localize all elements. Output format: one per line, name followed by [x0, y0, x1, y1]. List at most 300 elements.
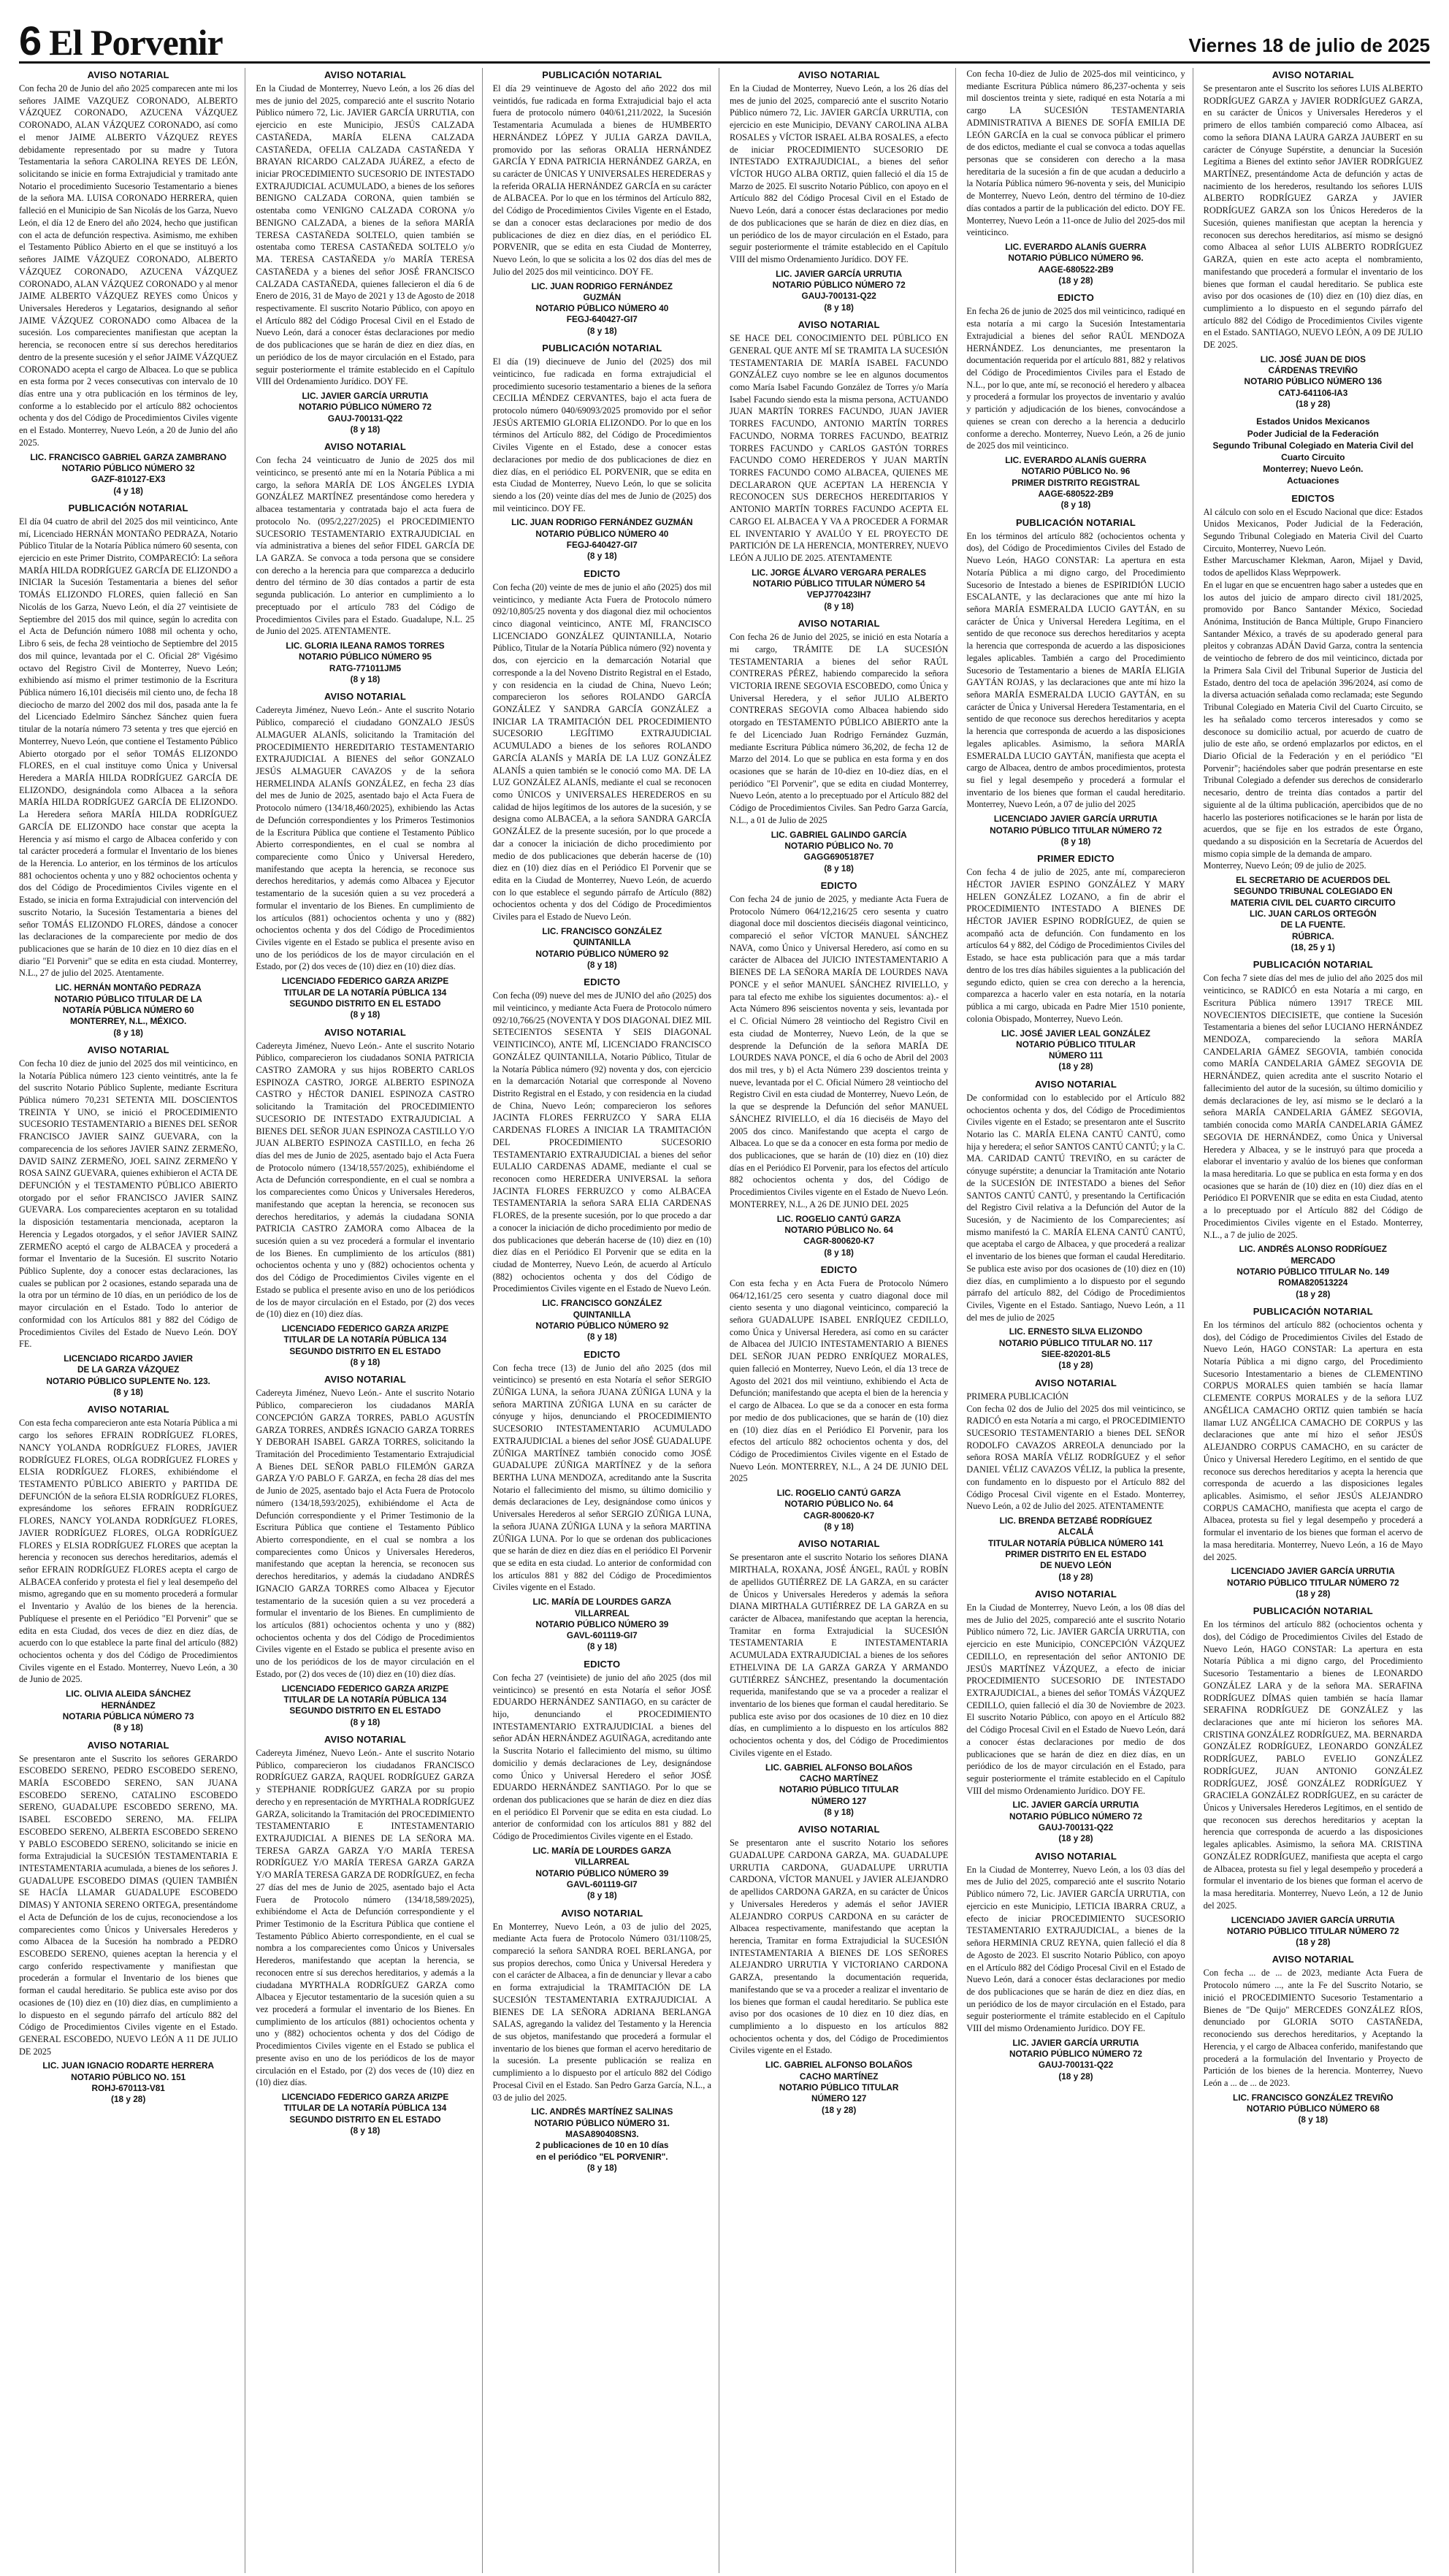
signature-line: NOTARIO PÚBLICO TITULAR [1016, 1039, 1136, 1050]
signature-line: NOTARIO PÚBLICO NÚMERO 72 [1009, 2049, 1142, 2060]
signature-line: LICENCIADO RICARDO JAVIER [64, 1353, 194, 1364]
signature-line: (8 y 18) [350, 424, 381, 435]
signature-line: NOTARIO PÚBLICO SUPLENTE No. 123. [46, 1375, 210, 1386]
signature-line: HERNÁNDEZ [101, 1700, 156, 1711]
notice-title: AVISO NOTARIAL [1034, 1850, 1117, 1862]
notice-column [493, 68, 719, 2573]
notary-signature [730, 1762, 948, 1819]
signature-line: TITULAR DE LA NOTARÍA PÚBLICA 134 [283, 1694, 447, 1705]
notice-body: En los términos del artículo 882 (ochocientos ochenta y dos), del Código de Procedimientos Civiles del Estado de Nuevo León, HAGO CONSTAR: La apertura en esta Notaría Pública a mi digno cargo, del Procedimiento Sucesorio Intestamentario a bienes de CLEMENTINO CORPUS MORALES quien también se hacía llamar CLEMENTE CORPUS MORALES y de la señora LUZ ANGÉLICA CAMACHO ORTIZ quien también se hacía llamar LUZ ANGÉLICA CAMACHO DE CORPUS y las declaraciones que ante mí hizo el señor JESÚS ALEJANDRO CORPUS CAMACHO, en su carácter de Único y Universal Heredero Legítimo, en el sentido de que reconoce sus derechos hereditarios y acepta la herencia que corresponda de acuerdo a las disposiciones legales aplicables. Asimismo, el señor JESÚS ALEJANDRO CORPUS CAMACHO, manifiesta que acepta el cargo de Albacea, protesta su fiel y legal desempeño y procederá a formular el inventario de los bienes que forman el acervo de la masa hereditaria. Monterrey, Nuevo León, a 16 de Mayo del 2025. [1203, 1319, 1423, 1562]
signature-line: LICENCIADO JAVIER GARCÍA URRUTIA [1231, 1914, 1395, 1925]
signature-line: (8 y 18) [1298, 2114, 1328, 2125]
notice-body: SE HACE DEL CONOCIMIENTO DEL PÚBLICO EN GENERAL QUE ANTE MÍ SE TRAMITA LA SUCESIÓN TESTAMENTARIA DE MARÍA ISABEL FACUNDO GONZÁLEZ cuyo nombre se lee en algunos documentos como María Isabel Facundo González de Torres y/o María Isabel Facundo siendo esta la misma persona, ACTUANDO JUAN MARTÍN TORRES FACUNDO, JUAN JAVIER TORRES FACUNDO, ANTONIO MARTÍN TORRES FACUNDO, NORMA TORRES FACUNDO, BEATRIZ TORRES FACUNDO y CARLOS GASTÓN TORRES FACUNDO COMO HEREDEROS Y JUAN MARTÍN TORRES FACUNDO COMO ALBACEA, QUIENES ME DECLARARON QUE ACEPTAN LA HERENCIA Y RECONOCEN SUS DERECHOS HEREDITARIOS Y ANTONIO MARTÍN TORRES FACUNDO ACEPTA EL CARGO EL ALBACEA Y VA A PROCEDER A FORMAR EL INVENTARIO Y AVALÚO Y EL PROYECTO DE PARTICIÓN DE LA HERENCIA, MONTERREY, NUEVO LEÓN A JULIO DE 2025. ATENTAMENTE [730, 333, 949, 564]
signature-line: SEGUNDO DISTRITO EN EL ESTADO [289, 2114, 441, 2125]
signature-line: NOTARIO PÚBLICO TITULAR NÚMERO 72 [1226, 1577, 1399, 1588]
signature-line: LIC. FRANCISCO GONZÁLEZ TREVIÑO [1233, 2092, 1393, 2103]
signature-line: GAZF-810127-EX3 [91, 474, 166, 485]
notice [493, 568, 711, 971]
notary-signature [1204, 1244, 1423, 1300]
notary-signature [256, 1323, 474, 1368]
signature-line: MERCADO [1291, 1255, 1336, 1266]
signature-line: LIC. GABRIEL GALINDO GARCÍA [771, 829, 907, 840]
signature-line: RÚBRICA. [1291, 930, 1334, 941]
signature-line: LIC. MARÍA DE LOURDES GARZA [532, 1597, 672, 1608]
notice-body: Con fecha 26 de Junio del 2025, se inició en esta Notaría a mi cargo, TRÁMITE DE LA SUCESIÓN TESTAMENTARIA a bienes del señor RAÚL CONTRERAS PÉREZ, habiendo comparecido la señora VICTORIA IRENE SEGOVIA ESCOBEDO, como Única y Universal Heredera, y el señor JULIO ALBERTO CONTRERAS SEGOVIA como Albacea habiendo sido otorgado en TESTAMENTO PÚBLICO ABIERTO ante la fe del Licenciado Juan Rodrigo Fernández Guzmán, mediante Escritura Pública número 36,202, de fecha 12 de Marzo del 2014. Lo que se publica en esta forma y en dos ocasiones que se harán de 10-diez en 10-diez días, en el periódico "El Porvenir", que se edita en ciudad Monterrey, Nuevo León, atento a lo preceptuado por el Artículo 882 del Código de Procedimientos Civiles. San Pedro Garza García, N.L., a 01 de Julio de 2025 [730, 632, 949, 825]
notice-title: EDICTOS [1291, 492, 1335, 504]
notice [730, 1538, 948, 1818]
notice-title: PUBLICACIÓN NOTARIAL [1015, 516, 1136, 528]
notice-body: El día 04 cuatro de abril del 2025 dos mil veinticinco, Ante mí, Licenciado HERNÁN MONTAÑO PEDRAZA, Notario Público Titular de la Notaría Pública número 60 sesenta, con ejercicio en este Primer Distrito, COMPARECIÓ: La señora MARÍA HILDA RODRÍGUEZ GARCÍA DE ELIZONDO a INICIAR la Sucesión Testamentaria a bienes del señor TOMÁS ELIZONDO FLORES, quien falleció en San Nicolás de los Garza, Nuevo León, el día 27 veintisiete de Septiembre del 2015 dos mil quince, según lo acredita con el Acta de Defunción número 1088 mil ochenta y ocho, Libro 6 seis, de fecha 28 veintiocho de Septiembre del 2015 dos mil quince, levantada por el C. Oficial 28º Vigésimo octavo del Registro Civil de Monterrey, Nuevo León; exhibiendo así mismo el primer testimonio de la Escritura Pública número 16,101 dieciséis mil ciento uno, de fecha 18 dieciocho de marzo del 2002 dos mil dos, pasada ante la fe del Licenciado Edelmiro Sánchez Sánchez quien fuera titular de la notaría número 73 setenta y tres que ejerció en Monterrey, Nuevo León, que contiene el Testamento Público Abierto otorgado por el señor TOMÁS ELIZONDO FLORES, en el cual instituye como Única y Universal Heredera a MARÍA HILDA RODRÍGUEZ GARCÍA DE ELIZONDO, designándola como Albacea a la señora MARÍA HILDA RODRÍGUEZ GARCÍA DE ELIZONDO. La Heredera señora MARÍA HILDA RODRÍGUEZ GARCÍA DE ELIZONDO hace constar que acepta la Herencia y así mismo el cargo de Albacea conferido y con tal carácter procederá a formular el Inventario de los bienes de la Herencia. Lo anterior, en los términos de los artículos 881 ochocientos ochenta y uno y 882 ochocientos ochenta y dos del Código de Procedimientos Civiles vigente en el Estado, se inicia en forma Extrajudicial con intervención del suscrito Notario, la Sucesión Testamentaria a bienes del señor TOMÁS ELIZONDO FLORES, dándose a conocer las declaraciones de la compareciente por medio de dos publicaciones que se harán de 10 diez en 10 diez días en el diario "El Porvenir" que se edita en esta ciudad. Monterrey, N.L., 27 de julio del 2025. Atentamente. [19, 516, 238, 979]
notary-signature [256, 1683, 474, 1728]
notice-body: En Monterrey, Nuevo León, a 03 de julio del 2025, mediante Acta fuera de Protocolo Número 031/1108/25, compareció la señora SANDRA ROEL BERLANGA, por sus propios derechos, como Única y Universal Heredera y con el carácter de Albacea, a fin de denunciar y llevar a cabo en forma extrajudicial la TRAMITACIÓN DE LA SUCESIÓN TESTAMENTARIA EXTRAJUDICIAL A BIENES DE LA SEÑORA ADRIANA BERLANGA SALAS, agregando la validez del Testamento y la Herencia de sus objetos, manifestando que procederá a formular el inventario de los bienes que forman el acervo hereditario de la sucesión. La presente publicación se realiza en cumplimiento a lo dispuesto por el artículo 882 del Código Procesal Civil en el Estado. San Pedro Garza García, N.L., a 03 de julio del 2025. [492, 1921, 711, 2103]
notary-signature [966, 455, 1185, 511]
notice-body: Cadereyta Jiménez, Nuevo León.- Ante el suscrito Notario Público, compareció el ciudadano GONZALO JESÚS ALMAGUER ALANÍS, solicitando la Tramitación del PROCEDIMIENTO HEREDITARIO TESTAMENTARIO EXTRAJUDICIAL A BIENES del señor GONZALO JESÚS ALMAGUER CAVAZOS y de la señora HERMELINDA ALANÍS GONZÁLEZ, en fecha 23 días del mes de Junio de 2025, asentado bajo el Acta Fuera de Protocolo número (134/18,460/2025), exhibiendo las Actas de Defunción correspondientes y los Primeros Testimonios de la Escritura Pública que contiene el Testamento Público Abierto correspondientes, en el cual se nombra al compareciente como Único y Universal Heredero, manifestando que acepta la herencia, se reconoce sus derechos hereditarios, y además como Albacea y Ejecutor testamentario de la sucesión quien a su vez procederá a formular el inventario de los Bienes. En cumplimiento de los artículos (881) ochocientos ochenta y uno y (882) ochocientos ochenta y dos del Código de Procedimientos Civiles vigente en el Estado se publica el presente aviso en uno de los periódicos de los de mayor circulación en el Estado, por (2) dos veces de (10) diez en (10) diez días. [256, 705, 475, 972]
notice-body: Cadereyta Jiménez, Nuevo León.- Ante el suscrito Notario Público, comparecieron los ciudadanos MARÍA CONCEPCIÓN GARZA TORRES, PABLO AGUSTÍN GARZA TORRES, ANDRÉS IGNACIO GARZA TORRES Y DEBORAH ISABEL GARZA TORRES, solicitando la Tramitación del Procedimiento Testamentario Extrajudicial A Bienes DEL SEÑOR PABLO FILEMÓN GARZA GARZA Y/O PABLO F. GARZA, en fecha 28 días del mes de Junio de 2025, asentado bajo el Acta Fuera de Protocolo número (134/18,593/2025), exhibiéndome el Acta de Defunción correspondiente y el Primer Testimonio de la Escritura Pública que contiene el Testamento Público Abierto correspondiente, en el cual se nombra a los comparecientes como Únicos y Universales Herederos, manifestando que aceptan la herencia, se reconocen sus derechos hereditarios, y además la ciudadano ANDRÉS IGNACIO GARZA TORRES como Albacea y Ejecutor testamentario de la sucesión quien a su vez procederá a formular el inventario de los Bienes. En cumplimiento de los artículos (881) ochocientos ochenta y uno y (882) ochocientos ochenta y dos del Código de Procedimientos Civiles vigente en el Estado se publica el presente aviso en uno de los periódicos de los de mayor circulación en el Estado, por (2) dos veces de (10) diez en (10) diez días. [256, 1388, 475, 1679]
notice [256, 69, 474, 435]
signature-line: (8 y 18) [113, 1722, 143, 1733]
notice-title: EDICTO [820, 1264, 857, 1275]
notary-signature [493, 926, 711, 971]
notary-signature [966, 1516, 1185, 1583]
notary-signature [493, 517, 711, 562]
signature-line: (8 y 18) [587, 1641, 617, 1652]
signature-line: NOTARIO PÚBLICO TITULAR No. 149 [1236, 1266, 1390, 1277]
notice-body: De conformidad con lo establecido por el Artículo 882 ochocientos ochenta y dos, del Código de Procedimientos Civiles vigente en el Estado; se presentaron ante el Suscrito Notario las C. MARÍA ELENA CANTÚ CANTÚ, como hija y heredera; el señor SANTOS CANTÚ CANTÚ; y la C. MA. CARIDAD CANTÚ TREVIÑO, en su carácter de cónyuge supérstite; a denunciar la Tramitación ante Notario de la SUCESIÓN DE INTESTADO a bienes del Señor SANTOS CANTÚ CANTÚ, y presentando la Certificación del Registro Civil relativa a la Defunción del Autor de la Sucesión, y de Nacimiento de los Comparecientes; así mismo manifestó la C. MARÍA ELENA CANTÚ CANTÚ, que aceptaba el cargo de Albacea, y que procederá a realizar el inventario de los bienes que forman el caudal Hereditario. Se publica este aviso por dos ocasiones de (10) diez en (10) diez días, en cumplimiento a lo dispuesto por el segundo párrafo del artículo 882, del Código de Procedimientos Civiles, Vigente en el Estado. Santiago, Nuevo León, a 11 del mes de julio de 2025 [966, 1092, 1185, 1323]
signature-line: AAGE-680522-2B9 [1038, 264, 1114, 275]
notice [730, 1264, 948, 1533]
notary-signature [493, 1597, 711, 1653]
signature-line: ROHJ-670113-V81 [91, 2083, 165, 2094]
notary-signature [730, 830, 948, 874]
signature-line: NOTARIO PÚBLICO NÚMERO 72 [298, 402, 432, 413]
notice [1204, 959, 1423, 1299]
signature-line: LIC. JUAN IGNACIO RODARTE HERRERA [42, 2060, 214, 2071]
signature-line: NOTARIO PÚBLICO NO. 151 [71, 2071, 186, 2082]
signature-line: LIC. JAVIER GARCÍA URRUTIA [1012, 2037, 1139, 2048]
signature-line: GAUJ-700131-Q22 [1038, 2060, 1114, 2071]
signature-line: (8 y 18) [587, 1331, 617, 1342]
signature-line: LIC. JORGE ÁLVARO VERGARA PERALES [752, 567, 927, 578]
signature-line: LIC. OLIVIA ALEIDA SÁNCHEZ [66, 1689, 191, 1700]
notice-body: Se presentaron ante el Suscrito los señores LUIS ALBERTO RODRÍGUEZ GARZA y JAVIER RODRÍGUEZ GARZA, en su carácter de Únicos y Universales Herederos y el primero de ellos también compareció como Albacea, así como la señora DIANA LAURA GARZA JAUBERT en su carácter de Cónyuge Supérstite, a denunciar la Sucesión Legítima a Bienes del extinto señor JAVIER RODRÍGUEZ MARTÍNEZ, presentándome Acta de defunción y actas de nacimiento de los herederos, resultando los señores LUIS ALBERTO RODRÍGUEZ GARZA y JAVIER RODRÍGUEZ GARZA son los Únicos Herederos de la Sucesión, quienes manifiestan que aceptan la herencia y reconocen sus derechos hereditarios, así mismo se designó como Albacea al señor LUIS ALBERTO RODRÍGUEZ GARZA, quien en este acto acepta el nombramiento, manifestando que procederá a formular el inventario de los bienes que forman el caudal hereditario. Se publica este aviso por dos ocasiones de (10) diez en (10) diez días, en cumplimiento a lo dispuesto en el segundo párrafo del artículo 882 del Código de Procedimientos Civiles vigente en el Estado. SANTIAGO, NUEVO LEÓN, A 09 DE JULIO DE 2025. [1203, 83, 1423, 351]
notice [966, 517, 1185, 848]
notice [256, 1027, 474, 1369]
notice-title: AVISO NOTARIAL [1034, 1377, 1117, 1388]
signature-line: NOTARIO PÚBLICO TITULAR NÚMERO 72 [1226, 1925, 1399, 1936]
notary-signature [493, 1298, 711, 1342]
signature-line: DE LA FUENTE. [1280, 920, 1346, 930]
notice-title: PUBLICACIÓN NOTARIAL [542, 69, 662, 80]
notary-signature [19, 2060, 237, 2105]
notice [1204, 1954, 1423, 2125]
notice [966, 1079, 1185, 1372]
notice [19, 69, 237, 497]
signature-line: LIC. GABRIEL ALFONSO BOLAÑOS [765, 2060, 913, 2071]
signature-line: (8 y 18) [587, 325, 617, 336]
notice [493, 976, 711, 1342]
notice-body: Cadereyta Jiménez, Nuevo León.- Ante el suscrito Notario Público, comparecieron los ciudadanos SONIA PATRICIA CASTRO ZAMORA y sus hijos ROBERTO CARLOS ESPINOZA CASTRO, JORGE ALBERTO ESPINOZA CASTRO y HÉCTOR DANIEL ESPINOZA CASTRO solicitando la Tramitación del PROCEDIMIENTO SUCESORIO DE INTESTADO EXTRAJUDICIAL A BIENES DEL SEÑOR JUAN ESPINOZA CASTILLO Y/O JUAN ALBERTO ESPINOZA CASTILLO, en fecha 26 días del mes de Junio de 2025, asentado bajo el Acta Fuera de Protocolo número (134/18,557/2025), exhibiéndome el Acta de Defunción correspondiente, en el cual se nombra a los comparecientes como Únicos y Universales Herederos, manifestando que aceptan la herencia, se reconocen sus derechos hereditarios, y además la ciudadana SONIA PATRICIA CASTRO ZAMORA como Albacea de la sucesión quien a su vez procederá a formular el inventario de los Bienes. En cumplimiento de los artículos (881) ochocientos ochenta y uno y (882) ochocientos ochenta y dos del Código de Procedimientos Civiles vigente en el Estado se publica el presente aviso en uno de los periódicos de los de mayor circulación en el Estado, por (2) dos veces de (10) diez en (10) diez días. [256, 1040, 475, 1320]
signature-line: GUZMÁN [583, 291, 622, 302]
signature-line: LIC. JUAN RODRIGO FERNÁNDEZ [531, 280, 673, 291]
signature-line: TITULAR DE LA NOTARÍA PÚBLICA 134 [283, 2103, 447, 2114]
signature-line: CÁRDENAS TREVIÑO [1268, 365, 1358, 376]
signature-line: (8 y 18) [824, 863, 854, 874]
notice-title: PUBLICACIÓN NOTARIAL [542, 343, 662, 354]
signature-line: (8 y 18) [350, 1357, 381, 1368]
signature-line: LIC. JUAN RODRIGO FERNÁNDEZ GUZMÁN [511, 517, 693, 528]
notice [730, 880, 948, 1258]
notary-signature [966, 1326, 1185, 1371]
notary-signature [966, 1800, 1185, 1844]
notary-signature [1204, 1915, 1423, 1949]
notice-title: AVISO NOTARIAL [87, 1404, 169, 1415]
notice [256, 441, 474, 685]
signature-line: ROMA820513224 [1278, 1277, 1348, 1288]
signature-line: (18 y 28) [1296, 1937, 1331, 1948]
signature-line: VILLARREAL [574, 1857, 630, 1868]
signature-line: TITULAR DE LA NOTARÍA PÚBLICA 134 [283, 987, 447, 998]
signature-line: NOTARIO PÚBLICO NÚMERO 40 [535, 528, 669, 539]
signature-line: GAGG6905187E7 [803, 852, 874, 863]
signature-line: LIC. JAVIER GARCÍA URRUTIA [1012, 1800, 1139, 1811]
signature-line: QUINTANILLA [573, 937, 631, 948]
signature-line: GAVL-601119-GI7 [566, 1630, 638, 1641]
signature-line: NOTARIO PÚBLICO No. 64 [784, 1224, 893, 1235]
signature-line: EL SECRETARIO DE ACUERDOS DEL [1236, 875, 1391, 886]
signature-line: (8 y 18) [587, 959, 617, 970]
signature-line: GAUJ-700131-Q22 [1038, 1822, 1114, 1833]
notice-title: AVISO NOTARIAL [1034, 1078, 1117, 1090]
notice-title: AVISO NOTARIAL [324, 1026, 407, 1038]
signature-line: (8 y 18) [1060, 500, 1091, 511]
signature-line: SEGUNDO TRIBUNAL COLEGIADO EN [1234, 886, 1393, 897]
notice-body: El día 29 veintinueve de Agosto del año 2022 dos mil veintidós, fue radicada en forma Extrajudicial bajo el acta fuera de protocolo número 040/61,211/2022, la Sucesión Testamentaria Acumulada a bienes de HUMBERTO HERNÁNDEZ LÓPEZ Y JULIA GARZA DAVILA, promovido por las señoras ORALIA HERNÁNDEZ GARCÍA Y EDNA PATRICIA HERNÁNDEZ GARZA, en su carácter de ÚNICAS Y UNIVERSALES HEREDERAS y la referida ORALIA HERNÁNDEZ GARCÍA en su carácter de ALBACEA. Por lo que en los términos del Artículo 882, del Código de Procedimientos Civiles Vigente en el Estado, se dan a conocer estas declaraciones por medio de dos publicaciones de diez en diez días, en el periódico EL PORVENIR, que se edita en esta Ciudad de Monterrey, Nuevo León, lo que se solicita a los 02 dos días del mes de Julio del 2025 dos mil veinticinco. DOY FE. [492, 83, 711, 277]
signature-line: SEGUNDO DISTRITO EN EL ESTADO [289, 998, 441, 1009]
signature-line: LIC. FRANCISCO GONZÁLEZ [542, 925, 662, 936]
notary-signature [256, 976, 474, 1020]
signature-line: LICENCIADO FEDERICO GARZA ARIZPE [281, 1323, 449, 1334]
signature-line: LIC. BRENDA BETZABÉ RODRÍGUEZ [999, 1515, 1152, 1526]
notice-title: PRIMER EDICTO [1037, 853, 1115, 865]
notice-title: PUBLICACIÓN NOTARIAL [1253, 1305, 1373, 1317]
notary-signature [730, 1214, 948, 1258]
signature-line: CACHO MARTÍNEZ [799, 1773, 879, 1784]
signature-line: NOTARIO PÚBLICO NÚMERO 32 [61, 462, 195, 473]
notice-title: AVISO NOTARIAL [87, 69, 169, 80]
notary-signature [1204, 875, 1423, 953]
signature-line: NOTARIO PÚBLICO TITULAR NO. 117 [998, 1337, 1153, 1348]
notice-column [730, 68, 956, 2573]
notice [493, 343, 711, 562]
signature-line: DE LA GARZA VÁZQUEZ [77, 1364, 180, 1375]
notice [730, 319, 948, 612]
notice-body: En los términos del artículo 882 (ochocientos ochenta y dos), del Código de Procedimientos Civiles del Estado de Nuevo León, HAGO CONSTAR: La apertura en esta Notaría Pública a mi digno cargo, del Procedimiento Sucesorio de Intestado a bienes de ESPIRIDIÓN LUCIO ESCALANTE, y las declaraciones que ante mí hizo la señora MARÍA ESMERALDA LUCIO GAYTÁN, en su carácter de Única y Universal Heredera Legítima, en el sentido de que reconoce sus derechos hereditarios y acepta la herencia que corresponda de acuerdo a las disposiciones legales aplicables. También a cargo del Procedimiento Sucesorio de Testamentario a bienes de MARÍA ELIGIA GAYTÁN ROJAS, y las declaraciones que ante mí hizo la señora MARÍA ESMERALDA LUCIO GAYTÁN, en su carácter de Única y Universal Heredera Testamentaria, en el sentido de que reconoce sus derechos hereditarios y acepta la herencia que corresponda de acuerdo a las disposiciones legales aplicables. Asimismo, la señora MARÍA ESMERALDA LUCIO GAYTÁN, manifiesta que acepta el cargo de Albacea, dentro de ambos procedimientos, protesta su fiel y legal desempeño y procederá a formular el inventario de los bienes que forman el caudal hereditario. Monterrey, Nuevo León, a 07 de julio del 2025 [966, 530, 1185, 810]
signature-line: NOTARIO PÚBLICO NÚMERO 68 [1246, 2103, 1380, 2114]
signature-line: LIC. FRANCISCO GONZÁLEZ [542, 1298, 662, 1309]
signature-line: AAGE-680522-2B9 [1038, 488, 1114, 499]
notice [19, 1740, 237, 2106]
signature-line: LIC. ERNESTO SILVA ELIZONDO [1009, 1326, 1143, 1337]
notice-title: AVISO NOTARIAL [798, 618, 880, 630]
notices-grid [19, 68, 1430, 2573]
notice-column [1204, 68, 1430, 2573]
notice [256, 1374, 474, 1728]
signature-line: LIC. ANDRÉS ALONSO RODRÍGUEZ [1239, 1244, 1387, 1255]
notary-signature [730, 567, 948, 612]
notice-title: EDICTO [584, 1348, 621, 1360]
notice [1204, 1306, 1423, 1600]
notice [1204, 416, 1423, 486]
notice-body: Con fecha 10 diez de junio del 2025 dos mil veinticinco, en la Notaría Pública número 123 ciento veintitrés, ante la fe del suscrito Notario Público Suplente, mediante Escritura Pública número 70,231 SETENTA MIL DOSCIENTOS TREINTA Y UNO, se inició el PROCEDIMIENTO SUCESORIO TESTAMENTARIO a BIENES DEL SEÑOR FRANCISCO JAVIER SAINZ GUEVARA, con la comparecencia de los señores JAVIER SAINZ ZERMEÑO, DAVID SAINZ ZERMEÑO, JOEL SAINZ ZERMEÑO Y ROSA SAINZ GUEVARA, quienes exhibieron el ACTA DE DEFUNCIÓN y el TESTAMENTO PÚBLICO ABIERTO otorgado por el señor FRANCISCO JAVIER SAINZ GUEVARA. Los comparecientes aceptaron en su totalidad la disposición testamentaria mencionada, aceptaron la Herencia y Legados otorgados, y el señor JAVIER SAINZ ZERMEÑO aceptó el cargo de ALBACEA y procederá a formar el Inventario de la Sucesión. El suscrito Notario Público Suplente, doy a conocer estas declaraciones, las cuales se publican por 2 ocasiones, estando separada una de la otra por un término de 10 días, en un periódico de los de mayor circulación en el Estado. Todo lo anterior de conformidad con los Artículos 881 y 882 del Código de Procedimientos Civiles del Estado de Nuevo León. DOY FE. [19, 1058, 238, 1350]
notice-title: AVISO NOTARIAL [561, 1907, 643, 1919]
signature-line: NOTARIO PÚBLICO NÚMERO 39 [535, 1868, 669, 1879]
signature-line: DE NUEVO LEÓN [1040, 1560, 1112, 1571]
signature-line: (8 y 18) [587, 551, 617, 562]
notice-title: AVISO NOTARIAL [1272, 1954, 1354, 1965]
notice [19, 1044, 237, 1399]
signature-line: QUINTANILLA [573, 1309, 631, 1320]
signature-line: (8 y 18) [824, 302, 854, 313]
signature-line: LIC. JAVIER GARCÍA URRUTIA [776, 268, 903, 279]
signature-line: LIC. JOSÉ JAVIER LEAL GONZÁLEZ [1001, 1028, 1151, 1039]
notice [730, 618, 948, 874]
signature-line: (8 y 18) [824, 1806, 854, 1817]
signature-line: 2 publicaciones de 10 en 10 días [535, 2140, 669, 2151]
signature-line: ALCALÁ [1058, 1526, 1094, 1537]
signature-line: NOTARIO PÚBLICO NÚMERO 72 [772, 280, 906, 291]
notice-body: Con fecha trece (13) de Junio del año 2025 (dos mil veinticinco) se presentó en esta Notaría el señor SERGIO ZÚÑIGA LUNA, la señora JUANA ZÚÑIGA LUNA y la señora MARTINA ZÚÑIGA LUNA en su carácter de cónyuge y hijos, denunciando el PROCEDIMIENTO SUCESORIO INTESTAMENTARIO ACUMULADO EXTRAJUDICIAL a bienes del señor JOSÉ GUADALUPE ZÚÑIGA MARTÍNEZ también conocido como JOSÉ GUADALUPE ZÚÑIGA MARTÍNEZ y de la señora BERTHA LUNA MENDOZA, acreditando ante la Suscrita Notario el fallecimiento del mismo, su último domicilio y demás declaraciones de Ley, designándose como únicos y Universales Herederos al señor SERGIO ZÚÑIGA LUNA, la señora JUANA ZÚÑIGA LUNA y la señora MARTINA ZÚÑIGA LUNA. Por lo que se ordenan dos publicaciones que se harán de diez en diez días en el periódico El Porvenir que se edita en esta ciudad. Lo anterior de conformidad con los artículos 881 y 882 del Código de Procedimientos Civiles vigente en el Estado. [492, 1362, 711, 1593]
notary-signature [730, 269, 948, 313]
notice-body: El día (19) diecinueve de Junio del (2025) dos mil veinticinco, fue radicada en forma extrajudicial el procedimiento sucesorio testamentario a bienes de la señora CECILIA MÉNDEZ CERVANTES, bajo el acta fuera de protocolo número 040/69093/2025 promovido por el señor JESÚS ARTEMIO GLORIA ELIZONDO. Por lo que en los términos del Artículo 882, del Código de Procedimientos Civiles Vigente en el Estado, dese a conocer estas declaraciones por medio de dos publicaciones de diez en diez días, en el periódico EL PORVENIR, que se edita en esta Ciudad de Monterrey, Nuevo León, lo que se solicita siendo a los (20) veinte días del mes de Junio de (2025) dos mil veinticinco. DOY FE. [492, 356, 711, 513]
signature-line: FEGJ-640427-GI7 [566, 314, 638, 325]
signature-line: NOTARIO PÚBLICO NÚMERO 95 [298, 651, 432, 662]
signature-line: (18 y 28) [111, 2094, 146, 2105]
signature-line: LICENCIADO JAVIER GARCÍA URRUTIA [993, 814, 1158, 825]
notary-signature [19, 452, 237, 497]
notice-title: AVISO NOTARIAL [798, 69, 880, 80]
notice [256, 691, 474, 1020]
notice-title: AVISO NOTARIAL [1034, 1588, 1117, 1600]
notice [730, 1824, 948, 2116]
notice-body: En la Ciudad de Monterrey, Nuevo León, a los 03 días del mes de Julio del 2025, compareció ante el suscrito Notario Público número 72, Lic. JAVIER GARCÍA URRUTIA, con ejercicio en este Municipio, LETICIA IBARRA CRUZ, a efecto de iniciar PROCEDIMIENTO SUCESORIO TESTAMENTARIO EXTRAJUDICIAL, a bienes de la señora HERMINIA CRUZ REYNA, quien falleció el día 8 de Agosto de 2023. El suscrito Notario Público, con apoyo en el Artículo 882 del Código Procesal Civil en el Estado de Nuevo León, dará a conocer éstas declaraciones por medio de dos publicaciones que se harán de diez en diez días, en un periódico de los de mayor circulación en el Estado, para seguir posteriormente el trámite establecido en el Capítulo VIII del mismo Ordenamiento Jurídico. DOY FE. [966, 1864, 1185, 2034]
signature-line: (8 y 18) [113, 1387, 143, 1398]
signature-line: (4 y 18) [113, 485, 143, 496]
signature-line: TITULAR NOTARÍA PÚBLICA NÚMERO 141 [987, 1537, 1164, 1548]
signature-line: PRIMER DISTRITO REGISTRAL [1012, 477, 1140, 488]
signature-line: NOTARIO PÚBLICO TITULAR [779, 1784, 899, 1795]
notice-body: En la Ciudad de Monterrey, Nuevo León, a los 08 días del mes de Julio del 2025, compareció ante el suscrito Notario Público número 72, Lic. JAVIER GARCÍA URRUTIA, con ejercicio en este Municipio, CONCEPCIÓN VÁZQUEZ CEDILLO, en representación del señor ANTONIO DE JESÚS MARTÍNEZ VÁZQUEZ, a efecto de iniciar PROCEDIMIENTO SUCESORIO DE INTESTADO EXTRAJUDICIAL, a bienes del señor TOMÁS VÁZQUEZ CEDILLO, quien falleció el día 30 de Noviembre de 2023. El suscrito Notario Público, con apoyo en el Artículo 882 del Código Procesal Civil en el Estado de Nuevo León, dará a conocer éstas declaraciones por medio de dos publicaciones que se harán de diez en diez días, en un periódico de los de mayor circulación en el Estado, para seguir posteriormente el trámite establecido en el Capítulo VIII del mismo Ordenamiento Jurídico. DOY FE. [966, 1602, 1185, 1796]
notary-signature [19, 1689, 237, 1733]
notary-signature [493, 1846, 711, 1902]
notice-title: EDICTO [584, 976, 621, 988]
notary-signature [493, 281, 711, 337]
notary-signature [493, 2106, 711, 2174]
notice-title: EDICTO [820, 879, 857, 891]
notice-title: EDICTO [584, 567, 621, 579]
signature-line: NOTARIO PÚBLICO No. 64 [784, 1499, 893, 1510]
issue-date: Viernes 18 de julio de 2025 [1188, 34, 1430, 56]
newspaper-name: El Porvenir [49, 22, 223, 63]
notice [493, 1908, 711, 2174]
signature-line: (18 y 28) [1296, 1288, 1331, 1299]
notice-body: Cadereyta Jiménez, Nuevo León.- Ante el suscrito Notario Público, comparecieron los ciudadanos FRANCISCO RODRÍGUEZ GARZA, RAQUEL RODRÍGUEZ GARZA y STEPHANIE RODRÍGUEZ GARZA por su propio derecho y en representación de MYRTHALA RODRÍGUEZ GARZA, solicitando la Tramitación del PROCEDIMIENTO TESTAMENTARIO E INTESTAMENTARIO EXTRAJUDICIAL A BIENES DE LA SEÑORA MA. TERESA GARZA GARZA Y/O MARÍA TERESA RODRÍGUEZ Y/O MARÍA TERESA GARZA GARZA Y/O MARÍA TERESA GARZA DE RODRÍGUEZ, en fecha 27 días del mes de Junio de 2025, asentado bajo el Acta Fuera de Protocolo número (134/18,589/2025), exhibiéndome el Acta de Defunción correspondiente y el Primer Testimonio de la Escritura Pública que contiene el Testamento Público Abierto correspondiente, en el cual se nombra a los comparecientes como Únicos y Universales Herederos, manifestando que aceptan la herencia, se reconocen entre sí sus derechos hereditarios, y además a la ciudadana MYRTHALA RODRÍGUEZ GARZA como Albacea y Ejecutor testamentario de la sucesión quien a su vez procederá a formular el inventario de los Bienes. En cumplimiento de los artículos (881) ochocientos ochenta y uno y (882) ochocientos ochenta y dos del Código de Procedimientos Civiles vigente en el Estado se publica el presente aviso en uno de los periódicos de los de mayor circulación en el Estado, por (2) dos veces de (10) diez en (10) diez días. [256, 1747, 475, 2088]
notice [19, 502, 237, 1039]
notice [493, 69, 711, 337]
signature-line: NÚMERO 127 [811, 1795, 867, 1806]
signature-line: en el periódico "EL PORVENIR". [536, 2151, 668, 2162]
masthead [19, 9, 1430, 64]
notice-body: Con fecha ... de ... de 2023, mediante Acta Fuera de Protocolo número ..., ante la Fe del Suscrito Notario, se inició el PROCEDIMIENTO Sucesorio Testamentario a Bienes de "De Quijo" MERCEDES GONZÁLEZ RÍOS, denunciado por GLORIA SOTO CASTAÑEDA, reconociendo sus derechos hereditarios, y Aceptando la Herencia, y el cargo de Albacea conferido, manifestando que procederá a la formulación del Inventario y Proyecto de Partición de los bienes de la herencia. Monterrey, Nuevo León a ... de ... de 2023. [1203, 1968, 1423, 2088]
notice [19, 1404, 237, 1733]
signature-line: LIC. JUAN CARLOS ORTEGÓN [1249, 909, 1377, 920]
signature-line: LIC. EVERARDO ALANÍS GUERRA [1005, 242, 1147, 253]
signature-line: LIC. ROGELIO CANTÚ GARZA [776, 1213, 901, 1224]
signature-line: (8 y 18) [824, 1521, 854, 1532]
signature-line: LIC. MARÍA DE LOURDES GARZA [532, 1845, 672, 1856]
notice [1204, 69, 1423, 410]
notice-body: Con fecha 24 veinticuatro de Junio de 2025 dos mil veinticinco, se presentó ante mí en la Notaría Pública a mi cargo, la señora MARÍA DE LOS ÁNGELES LYDIA GONZÁLEZ MARTÍNEZ presentándose como heredera y albacea testamentaria y contratada bajo el acta fuera de protocolo No. (095/2,227/2025) el PROCEDIMIENTO SUCESORIO TESTAMENTARIO EXTRAJUDICIAL en vía administrativa a bienes del señor FIDEL GARCÍA DE LA GARZA. Se convoca a toda persona que se considere con derecho a la herencia para que comparezca a deducirlo dentro del término de 30 días contados a partir de esta segunda publicación. Lo anterior en cumplimiento a lo preceptuado por el artículo 783 del Código de Procedimientos Civiles para el Estado. Guadalupe, N.L. 25 de Junio del 2025. ATENTAMENTE. [256, 455, 475, 637]
notice-column [966, 68, 1193, 2573]
notice-title: AVISO NOTARIAL [798, 1538, 880, 1550]
notary-signature [1204, 2092, 1423, 2126]
signature-line: LIC. ANDRÉS MARTÍNEZ SALINAS [531, 2106, 673, 2117]
signature-line: NOTARIO PÚBLICO No. 70 [784, 840, 893, 851]
signature-line: FEGJ-640427-GI7 [566, 540, 638, 551]
signature-line: (8 y 18) [1060, 836, 1091, 846]
signature-line: LICENCIADO JAVIER GARCÍA URRUTIA [1231, 1566, 1395, 1577]
notice-title: AVISO NOTARIAL [87, 1739, 169, 1751]
signature-line: LICENCIADO FEDERICO GARZA ARIZPE [281, 1683, 449, 1694]
signature-line: NOTARIO PÚBLICO TITULAR NÚMERO 54 [752, 578, 925, 589]
signature-line: NOTARIA PÚBLICA NÚMERO 73 [62, 1711, 194, 1721]
notice-body: En los términos del artículo 882 (ochocientos ochenta y dos), del Código de Procedimientos Civiles del Estado de Nuevo León, HAGO CONSTAR: La apertura en esta Notaría Pública a mi digno cargo, del Procedimiento Sucesorio Testamentario a bienes de LEONARDO GONZÁLEZ LARA y de la señora MA. SERAFINA RODRÍGUEZ DÍMAS quien también se hacía llamar SERAFINA RODRÍGUEZ DE GONZÁLEZ y las declaraciones que ante mí hicieron los señores MA. CRISTINA GONZÁLEZ RODRÍGUEZ, MA. BERNARDA GONZÁLEZ RODRÍGUEZ, LEONARDO GONZÁLEZ RODRÍGUEZ, PABLO EVELIO GONZÁLEZ RODRÍGUEZ, JUAN ANTONIO GONZÁLEZ RODRÍGUEZ, JOSÉ GONZÁLEZ RODRÍGUEZ Y GRACIELA GONZÁLEZ RODRÍGUEZ, en su carácter de Únicos y Universales Herederos Legítimos, en el sentido de que reconocen sus derechos hereditarios y aceptan la herencia que corresponda de acuerdo a las disposiciones legales aplicables. Asimismo, la señora MA. CRISTINA GONZÁLEZ RODRÍGUEZ, manifiesta que acepta el cargo de Albacea, protesta su fiel y legal desempeño y procederá a formular el inventario de los bienes que forman el acervo de la masa hereditaria. Monterrey, Nuevo León, a 12 de Junio del 2025. [1203, 1619, 1423, 1911]
signature-line: LICENCIADO FEDERICO GARZA ARIZPE [281, 976, 449, 987]
notice-title: PUBLICACIÓN NOTARIAL [1253, 959, 1373, 971]
signature-line: (18 y 28) [1296, 399, 1331, 410]
notice-body: En la Ciudad de Monterrey, Nuevo León, a los 26 días del mes de junio del 2025, compareció ante el suscrito Notario Público número 72, Lic. JAVIER GARCÍA URRUTIA, con ejercicio en este Municipio, DEVANY CAROLINA ALBA ROSALES y VÍCTOR ISRAEL ALBA ROSALES, a efecto de iniciar PROCEDIMIENTO SUCESORIO DE INTESTADO EXTRAJUDICIAL, a bienes del señor VÍCTOR HUGO ALBA ORTIZ, quien falleció el día 15 de Marzo de 2025. El suscrito Notario Público, con apoyo en el Artículo 882 del Código Procesal Civil en el Estado de Nuevo León, dará a conocer éstas declaraciones por medio de dos publicaciones que se harán de diez en diez días, en un periódico de los de mayor circulación en el Estado, para seguir posteriormente el trámite establecido en el Capítulo VIII del mismo Ordenamiento Jurídico. DOY FE. [730, 83, 949, 265]
signature-line: VILLARREAL [574, 1608, 630, 1618]
signature-line: (18 y 28) [1058, 1061, 1093, 1072]
notice-title: AVISO NOTARIAL [87, 1044, 169, 1055]
notary-signature [966, 1028, 1185, 1073]
signature-line: CAGR-800620-K7 [803, 1236, 875, 1247]
signature-line: SEGUNDO DISTRITO EN EL ESTADO [289, 1705, 441, 1716]
signature-line: NOTARIO PÚBLICO TITULAR [779, 2082, 899, 2092]
notice [966, 292, 1185, 511]
signature-line: NOTARIO PÚBLICO NÚMERO 136 [1244, 376, 1383, 387]
notice-body: Con fecha 7 siete días del mes de julio del año 2025 dos mil veinticinco, se RADICÓ en esta Notaría a mi cargo, en Escritura Pública número 13917 TRECE MIL NOVECIENTOS DIECISIETE, que contiene la Sucesión Testamentaria a bienes del señor LUCIANO HERNÁNDEZ MENDOZA, compareciendo la señora MARÍA CANDELARIA GÁMEZ SEGOVIA, también conocida como MARÍA CANDELARIA GÁMEZ SEGOVIA DE HERNÁNDEZ, quien acredita ante el suscrito Notario el fallecimiento del autor de la sucesión, su último domicilio y demás declaraciones de ley, así mismo se le declaró a la señora MARÍA CANDELARIA GÁMEZ SEGOVIA, también conocida como MARÍA CANDELARIA GÁMEZ SEGOVIA DE HERNÁNDEZ, como Única y Universal Heredera y Albacea, y se le instruyó para que proceda a elaborar el inventario y avalúo de los bienes que conforman la masa hereditaria. Lo que se publica en esta forma y en dos ocasiones que se harán de (10) diez en (10) diez días en el Periódico El PORVENIR que se edita en esta Ciudad, atento a lo preceptuado por el Artículo 882 del Código de Procedimientos Civiles vigente en el Estado. Monterrey, N.L., a 7 de julio de 2025. [1203, 973, 1423, 1240]
signature-line: (8 y 18) [113, 1027, 143, 1038]
notice [730, 69, 948, 313]
court-header: Estados Unidos Mexicanos Poder Judicial de la Federación Segundo Tribunal Colegiado en Materia Civil del Cuarto Circuito Monterrey; Nuevo León. Actuaciones [1212, 416, 1414, 486]
notice-body: Al cálculo con solo en el Escudo Nacional que dice: Estados Unidos Mexicanos, Poder Judicial de la Federación, Segundo Tribunal Colegiado en Materia Civil del Cuarto Circuito, Monterrey, Nuevo León. Esther Marcuschamer Klekman, Aaron, Mijael y David, todos de apellidos Klass Weprpowerk. En el lugar en que se encuentren hago saber a ustedes que en los autos del juicio de amparo directo civil 181/2025, promovido por Banco Santander México, Sociedad Anónima, Institución de Banca Múltiple, Grupo Financiero Santander México, a través de su apoderado general para pleitos y cobranzas ADÁN David Garza, contra la sentencia de veintiocho de febrero de dos mil veinticinco, dictada por la Primera Sala Civil del Tribunal Superior de Justicia del Estado, dentro del toca de apelación 396/2024, así como de la diversa actuación señalada como reclamada; este Segundo Tribunal Colegiado en Materia Civil del Cuarto Circuito, se les ha señalado como terceros interesados y como se desconoce su domicilio actual, por acuerdo de cuatro de julio de este año, se ordenó emplazarlos por edictos, en el Diario Oficial de la Federación y en el periódico "El Porvenir"; haciéndoles saber que podrán presentarse en este Tribunal Colegiado a defender sus derechos de considerarlo necesario, dentro de treinta días contados a partir del siguiente al de la última publicación, apercibidos que de no hacerlo las posteriores notificaciones se le harán por lista de acuerdos, que se fije en los estrados de este Órgano, quedando a su disposición en la Secretaría de Acuerdos del mismo copia simple de la demanda de amparo. Monterrey, Nuevo León; 09 de julio de 2025. [1203, 506, 1423, 871]
signature-line: NOTARIO PÚBLICO NÚMERO 96. [1008, 253, 1144, 264]
signature-line: NÚMERO 111 [1048, 1050, 1104, 1061]
notice [966, 1851, 1185, 2082]
notice-body: Con fecha (20) veinte de mes de junio el año (2025) dos mil veinticinco, y mediante Acta Fuera de Protocolo número 092/10,805/25 noventa y dos diagonal diez mil ochocientos cinco diagonal veinticinco, ANTE MÍ, FRANCISCO LICENCIADO GONZÁLEZ QUINTANILLA, Notario Público, Titular de la Notaría Pública número (92) noventa y dos, con ejercicio en la demarcación Notarial que corresponde a la del Noveno Distrito Registral en el Estado, y con residencia en la ciudad de China, Nuevo León; comparecieron los señores ROLANDO GARCÍA GONZÁLEZ Y SANDRA GARCÍA GONZÁLEZ a INICIAR LA TRAMITACIÓN DEL PROCEDIMIENTO SUCESORIO LEGÍTIMO EXTRAJUDICIAL ACUMULADO a bienes de los señores ROLANDO GARCÍA ALANÍS y MARÍA DE LA LUZ GONZÁLEZ ALANÍS a quien también se le conoció como MA. DE LA LUZ GONZÁLEZ ALANÍS, mediante el cual se reconocen como ÚNICOS y UNIVERSALES HEREDEROS en su calidad de hijos legítimos de los autores de la sucesión, y se designa como ALBACEA, a la señora SANDRA GARCÍA GONZÁLEZ de la presente sucesión, por lo que procede a dar a conocer la iniciación de dicho procedimiento por medio de dos publicaciones que deberán hacerse de (10) diez en (10) diez días en el Periódico El Porvenir que se edita en la Ciudad de Monterrey, Nuevo León, de acuerdo con lo que establece el segundo párrafo de Artículo (882) ochocientos ochenta y dos del Código de Procedimientos Civiles para el Estado de Nuevo León. [492, 581, 711, 922]
notice [1204, 1605, 1423, 1948]
signature-line: MONTERREY, N.L., MÉXICO. [70, 1016, 187, 1027]
signature-line: (8 y 18) [587, 1890, 617, 1901]
page-number: 6 [19, 18, 42, 64]
notice-column [256, 68, 482, 2573]
signature-line: (18 y 28) [1058, 1571, 1093, 1582]
notice-title: EDICTO [1057, 292, 1095, 304]
signature-line: LIC. EVERARDO ALANÍS GUERRA [1005, 455, 1147, 465]
signature-line: (18 y 28) [1296, 1588, 1331, 1599]
notary-signature [966, 2038, 1185, 2082]
notary-signature [19, 982, 237, 1039]
notary-signature [19, 1353, 237, 1398]
notary-signature [966, 814, 1185, 847]
signature-line: MASA890408SN3. [565, 2128, 639, 2139]
signature-line: LIC. GABRIEL ALFONSO BOLAÑOS [765, 1762, 913, 1773]
signature-line: (8 y 18) [350, 2125, 381, 2136]
signature-line: (8 y 18) [350, 674, 381, 685]
signature-line: (8 y 18) [587, 2162, 617, 2173]
notice-body: Con fecha 27 (veintisiete) de junio del año 2025 (dos mil veinticinco) se presentó en esta Notaría el señor JOSÉ EDUARDO HERNÁNDEZ SANTIAGO, en su carácter de hijo, denunciando el PROCEDIMIENTO INTESTAMENTARIO EXTRAJUDICIAL a bienes del señor ADÁN HERNÁNDEZ AGUIÑAGA, acreditando ante la Suscrita Notario el fallecimiento del mismo, su último domicilio y demás declaraciones de Ley, designándose como Único y Universal Heredero el señor JOSÉ EDUARDO HERNÁNDEZ SANTIAGO. Por lo que se ordenan dos publicaciones que se harán de diez en diez días en el periódico El Porvenir que se edita en esta ciudad. Lo anterior de conformidad con los artículos 881 y 882 del Código de Procedimientos Civiles vigente en el Estado. [492, 1672, 711, 1842]
notice [493, 1659, 711, 1902]
notice [966, 1589, 1185, 1845]
notice-body: Con fecha 20 de Junio del año 2025 comparecen ante mi los señores JAIME VAZQUEZ CORONADO, ALBERTO VÁZQUEZ CORONADO, AZUCENA VÁZQUEZ CORONADO, ALAN VÁZQUEZ CORONADO, así como el menor JAIME ALBERTO VÁZQUEZ REYES debidamente representado por su madre y Tutora Testamentaria la señora CAROLINA REYES DE LEÓN, solicitando se inicie en forma Extrajudicial y tramitado ante Notario el procedimiento Sucesorio Testamentario a bienes de la señora MA. LUISA CORONADO HERRERA, quien falleció en el Municipio de San Nicolás de los Garza, Nuevo León, el día 12 de Enero del año 2024, hecho que justifican con el acta de defunción respectiva. Asimismo, me exhiben el Testamento Público Abierto en el que se instituyó a los señores JAIME VÁZQUEZ CORONADO, ALBERTO VÁZQUEZ CORONADO, AZUCENA VÁZQUEZ CORONADO, ALAN VÁZQUEZ CORONADO y al menor JAIME ALBERTO VÁZQUEZ REYES como Únicos y Universales Herederos y Legatarios, designando al señor JAIME VÁZQUEZ CORONADO como Albacea de la sucesión. Los comparecientes manifiestan que aceptan la herencia, se reconocen entre sí sus derechos hereditarios dentro de la presente sucesión y el señor JAIME VÁZQUEZ CORONADO acepta el cargo de Albacea. Lo que se publica en esta forma por 2 veces consecutivas con intervalo de 10 días entre una y otra publicación en los términos de ley, conforme a lo establecido por el artículo 882 ochocientos ochenta y dos del Código de Procedimientos Civiles vigente en el Estado. Monterrey, Nuevo León, a 20 de Junio del año 2025. [19, 83, 238, 448]
notice [1204, 493, 1423, 954]
notice-body: Se presentaron ante el suscrito Notario los señores DIANA MIRTHALA, ROXANA, JOSÉ ÁNGEL, RAÚL y ROBÍN de apellidos GUTIÉRREZ DE LA GARZA, en su carácter de Únicos y Universales Herederos y además la señora DIANA MIRTHALA GUTIÉRREZ DE LA GARZA en su carácter de Albacea, manifestando que aceptan la herencia, Tramitar en forma Extrajudicial la SUCESIÓN TESTAMENTARIA E INTESTAMENTARIA ACUMULADA EXTRAJUDICIAL a bienes de los señores ETHELVINA DE LA GARZA GARZA Y ARMANDO GUTIÉRREZ SÁNCHEZ, presentando la documentación requerida, manifestando que se va a proceder a realizar el inventario de los bienes que forman el caudal hereditario. Se publica este aviso por dos ocasiones de 10 diez en 10 diez días, en cumplimiento a lo dispuesto en los artículos 882 ochocientos ochenta y dos, del Código de Procedimientos Civiles vigente en el Estado. [730, 1552, 949, 1758]
notice-title: AVISO NOTARIAL [798, 319, 880, 331]
signature-line: (18 y 28) [1058, 1360, 1093, 1371]
notice-body: En fecha 26 de junio de 2025 dos mil veinticinco, radiqué en esta notaría a mi cargo la Sucesión Intestamentaria Extrajudicial a bienes del señor RAÚL MENDOZA HERNÁNDEZ. Los denunciantes, me presentaron la documentación requerida por el artículo 881, 882 y relativos del Código de Procedimientos Civiles para el Estado de N.L., por lo que, ante mí, se reconoció el heredero y albacea y procederá a formular los proyectos de inventario y avalúo y partición y adjudicación de los bienes, convocándose a quienes se crean con derecho a la herencia a deducirlo conforme a derecho. Monterrey, Nuevo León, a 26 de junio de 2025 dos mil veinticinco. [966, 306, 1185, 451]
signature-line: LIC. JOSÉ JUAN DE DIOS [1260, 353, 1366, 364]
notice-body: PRIMERA PUBLICACIÓN Con fecha 02 dos de Julio del 2025 dos mil veinticinco, se RADICÓ en esta Notaría a mi cargo, el PROCEDIMIENTO SUCESORIO TESTAMENTARIO a bienes DEL SEÑOR RODOLFO CAVAZOS ARREOLA denunciado por la señora ROSA MARÍA VÉLIZ RODRÍGUEZ y el señor DANIEL VÉLIZ CAVAZOS VÉLIZ, la publica la presente, con fundamento en lo dispuesto por el Artículo 882 del Código Procesal Civil vigente en el Estado. Monterrey, Nuevo León, a 02 de Julio del 2025. ATENTAMENTE [966, 1391, 1185, 1512]
notice-title: AVISO NOTARIAL [1272, 69, 1354, 80]
notice-body: Con fecha (09) nueve del mes de JUNIO del año (2025) dos mil veinticinco, y mediante Acta Fuera de Protocolo número 092/10,766/25 (NOVENTA Y DOS DIAGONAL DIEZ MIL SETECIENTOS SESENTA Y SEIS DIAGONAL VEINTICINCO), ANTE MÍ, LICENCIADO FRANCISCO GONZÁLEZ QUINTANILLA, Notario Público, Titular de la Notaría Pública número (92) noventa y dos, con ejercicio en la demarcación Notarial que corresponde al Noveno Distrito Registral en el Estado, y con residencia en la ciudad de China, Nuevo León; comparecieron los señores JACINTA FLORES FERRUZCO Y SARA ELIA CARDENAS FLORES A INICIAR LA TRAMITACIÓN DEL PROCEDIMIENTO SUCESORIO TESTAMENTARIO EXTRAJUDICIAL a bienes del señor EULALIO CARDENAS ADAME, mediante el cual se reconocen como HEREDERA UNIVERSAL la señora JACINTA FLORES FERRUZCO y como ALBACEA TESTAMENTARIA la señora SARA ELIA CARDENAS FLORES, de la presente sucesión, por lo que procedo a dar a conocer la iniciación de dicho procedimiento por medio de dos publicaciones que deberán hacerse de (10) diez en (10) diez días en el Periódico El Porvenir que se edita en la ciudad de Monterrey, Nuevo León, de acuerdo al Artículo (882) ochocientos ochenta y dos del Código de Procedimientos Civiles vigente en el Estado de Nuevo León. [492, 990, 711, 1294]
notary-signature [256, 391, 474, 435]
signature-line: (8 y 18) [824, 1247, 854, 1258]
notary-signature [730, 1488, 948, 1532]
signature-line: (8 y 18) [350, 1716, 381, 1727]
notice-title: EDICTO [584, 1658, 621, 1670]
notice-title: AVISO NOTARIAL [324, 69, 407, 80]
signature-line: NOTARIO PÚBLICO NÚMERO 72 [1009, 1811, 1142, 1822]
signature-line: NÚMERO 127 [811, 2093, 867, 2104]
signature-line: LIC. HERNÁN MONTAÑO PEDRAZA [55, 982, 202, 993]
signature-line: CACHO MARTÍNEZ [799, 2071, 879, 2082]
notice-title: AVISO NOTARIAL [798, 1824, 880, 1835]
notice [966, 1377, 1185, 1583]
notary-signature [730, 2060, 948, 2116]
notice-body: Se presentaron ante el Suscrito los señores GERARDO ESCOBEDO SERENO, PEDRO ESCOBEDO SERENO, MARÍA ESCOBEDO SERENO, SAN JUANA ESCOBEDO SERENO, CATALINO ESCOBEDO SERENO, GUADALUPE ESCOBEDO SERENO, MA. ISABEL ESCOBEDO SERENO, MA. FELIPA ESCOBEDO SERENO, ALBERTA ESCOBEDO SERENO Y PABLO ESCOBEDO SERENO, solicitando se inicie en forma Extrajudicial la SUCESIÓN TESTAMENTARIA E INTESTAMENTARIA acumulada, a bienes de los señores J. GUADALUPE ESCOBEDO DIMAS (QUIEN TAMBIÉN SE HACÍA LLAMAR GUADALUPE ESCOBEDO DIMAS) Y ANTONIA SERENO ORTEGA, presentándome el Acta de Defunción de los de cujus, reconociendose a los comparecientes como Únicos y Universales Herederos y como Albacea de la Sucesión ha nombrado a PEDRO ESCOBEDO SERENO, quienes aceptan la herencia y el cargo conferido respectivamente y manifiestan que procederán a formular el Inventario de los bienes que forman el caudal hereditario. Se publica este aviso por dos ocasiones de (10) diez en (10) diez días, en cumplimiento a lo dispuesto en el segundo párrafo del artículo 882 del Código de Procedimientos Civiles vigente en el Estado. GENERAL ESCOBEDO, NUEVO LEÓN A 11 DE JULIO DE 2025 [19, 1753, 238, 2057]
notice [256, 1734, 474, 2136]
signature-line: NOTARÍA PÚBLICA NÚMERO 60 [62, 1004, 194, 1015]
notary-signature [256, 2092, 474, 2136]
notice-body: Con esta fecha y en Acta Fuera de Protocolo Número 064/12,161/25 cero sesenta y cuatro diagonal doce mil ciento sesenta y uno diagonal veinticinco, compareció la señora GUADALUPE ISABEL ENRÍQUEZ CEDILLO, como Única y Universal Heredera, así como en su carácter de Albacea del JUICIO INTESTAMENTARIO A BIENES DEL SEÑOR JUAN PEDRO ENRÍQUEZ MORALES, quien falleció en Monterrey, Nuevo León, el día 13 trece de Agosto del 2021 dos mil veintiuno, exhibiendo el Acta de Defunción; manifestando que acepta el bien de la herencia y el cargo de Albacea. Lo que se da a conocer en esta forma por medio de dos publicaciones, que se harán de (10) diez en (10) diez días en el Periódico El Porvenir, para los efectos del artículo 882 ochocientos ochenta y dos, del Código de Procedimientos Civiles vigente en el Estado de Nuevo León. MONTERREY, N.L., A 24 DE JUNIO DEL 2025 [730, 1277, 949, 1484]
signature-line: (18 y 28) [822, 2104, 857, 2115]
signature-line: GAUJ-700131-Q22 [801, 291, 876, 302]
signature-line: VEPJ770423IH7 [806, 589, 871, 600]
signature-line: GAVL-601119-GI7 [566, 1879, 638, 1889]
notice-body: En la Ciudad de Monterrey, Nuevo León, a los 26 días del mes de junio del 2025, compareció ante el suscrito Notario Público número 72, Lic. JAVIER GARCÍA URRUTIA, con ejercicio en este Municipio, JESÚS CALZADA CASTAÑEDA, MARÍA ELENA CALZADA CASTAÑEDA, OFELIA CALZADA CASTAÑEDA Y BRAYAN RICARDO CALZADA JUÁREZ, a efecto de iniciar PROCEDIMIENTO SUCESORIO DE INTESTADO EXTRAJUDICIAL ACUMULADO, a bienes de los señores BENIGNO CALZADA CORONA, quien también se ostentaba como VENIGNO CALZADA CORONA y/o BENIGNO CALZADA, a bienes de la señora MARÍA TERESA CASTAÑEDA SOLTELO, quien también se ostentaba como TERESA CASTAÑEDA SOLTELO y/o MA. TERESA CASTAÑEDA y/o MARÍA TERESA CASTAÑEDA y a bienes del señor JOSÉ FRANCISCO CALZADA CASTAÑEDA, quienes fallecieron el día 6 de Enero de 2016, 31 de Mayo de 2021 y 13 de Agosto de 2018 respectivamente. El suscrito Notario Público, con apoyo en el Artículo 882 del Código Procesal Civil en el Estado de Nuevo León, dará a conocer éstas declaraciones por medio de dos publicaciones que se harán de diez en diez días, en un periódico de los de mayor circulación en el Estado, para seguir posteriormente el trámite establecido en el Capítulo VIII del Ordenamiento Jurídico. DOY FE. [256, 83, 475, 387]
signature-line: (18 y 28) [1058, 275, 1093, 286]
signature-line: LIC. FRANCISCO GABRIEL GARZA ZAMBRANO [30, 451, 227, 462]
signature-line: (8 y 18) [824, 600, 854, 611]
notice-title: AVISO NOTARIAL [324, 441, 407, 453]
signature-line: (18 y 28) [1058, 1833, 1093, 1844]
signature-line: PRIMER DISTRITO EN EL ESTADO [1005, 1548, 1147, 1559]
notice-body: Con esta fecha comparecieron ante esta Notaría Pública a mi cargo los señores EFRAIN RODRÍGUEZ FLORES, NANCY YOLANDA RODRÍGUEZ FLORES, JAVIER RODRÍGUEZ FLORES, OLGA RODRÍGUEZ FLORES y ELSIA RODRÍGUEZ FLORES, exhibiéndome el TESTAMENTO PÚBLICO ABIERTO y PARTIDA DE DEFUNCIÓN de la señora ELSIA RODRÍGUEZ FLORES, expresándome los señores EFRAIN RODRÍGUEZ FLORES, NANCY YOLANDA RODRÍGUEZ FLORES, JAVIER RODRÍGUEZ FLORES, OLGA RODRÍGUEZ FLORES y ELSIA RODRÍGUEZ FLORES que aceptan la herencia y reconocen sus derechos hereditarios, además el señor EFRAIN RODRÍGUEZ FLORES acepta el cargo de ALBACEA conferido y protesta el fiel y leal desempeño del mismo, agregando que en su momento procederá a formular el Inventario y Avalúo de los bienes de la herencia. Publíquese el presente en el Periódico "El Porvenir" que se edita en esta Ciudad, dos veces de diez en diez días, de acuerdo con lo que establece la parte final del artículo (882) ochocientos ochenta y dos del Código de Procedimientos Civiles vigente en el Estado. Monterrey, Nuevo León, a 30 de Junio de 2025. [19, 1418, 238, 1685]
notice [966, 853, 1185, 1073]
notice-body: Con fecha 10-diez de Julio de 2025-dos mil veinticinco, y mediante Escritura Pública número 86,237-ochenta y seis mil doscientos treinta y siete, radiqué en esta Notaría a mi cargo LA SUCESIÓN TESTAMENTARIA ADMINISTRATIVA A BIENES DE SOFÍA EMILIA DE LEÓN GARCÍA en la cual se convoca públicar el primero de dos edictos, mediante el cual se convoca a todas aquellas personas que se consideren con derecho a la masa hereditaria de la sucesión a fin de que acudan a deducirlo a la Notaría Pública número 96-noventa y seis, del Municipio de Monterrey, Nuevo León, dentro del término de 10-diez días contados a partir de la publicación del edicto. DOY FE. Monterrey, Nuevo León a 11-once de Julio del 2025-dos mil veinticinco. [966, 69, 1185, 238]
signature-line: (8 y 18) [350, 1009, 381, 1020]
signature-line: CATJ-641106-IA3 [1278, 387, 1348, 398]
